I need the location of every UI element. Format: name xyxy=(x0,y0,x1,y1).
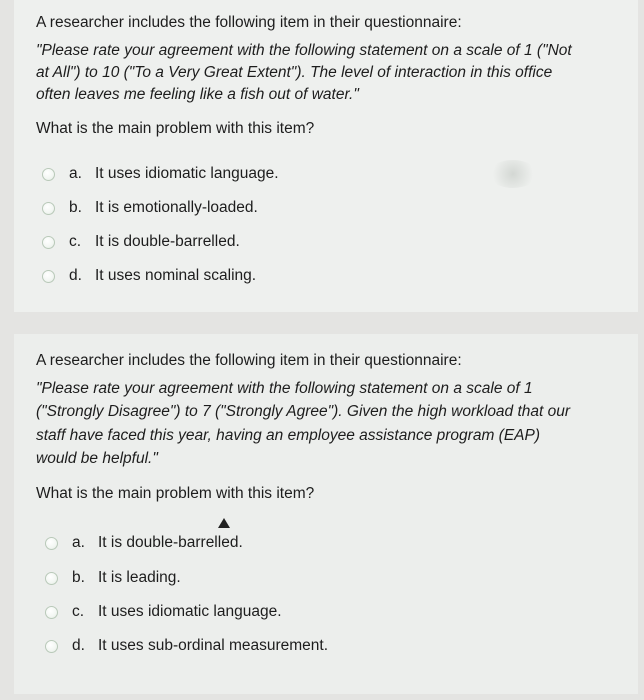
option-letter: c. xyxy=(69,233,82,250)
option-letter: a. xyxy=(69,165,82,182)
question-quote-line: "Please rate your agreement with the following statement on a scale of 1 ("Not xyxy=(36,42,572,59)
radio-circle-icon[interactable] xyxy=(45,640,58,653)
radio-circle-icon[interactable] xyxy=(42,168,55,181)
option-b[interactable] xyxy=(45,569,181,587)
option-text: It is double-barrelled. xyxy=(98,534,243,551)
radio-circle-icon[interactable] xyxy=(45,537,58,550)
question-quote-line: would be helpful." xyxy=(36,450,158,467)
question-quote-line: ("Strongly Disagree") to 7 ("Strongly Agree"). Given the high workload that our xyxy=(36,403,571,420)
option-a[interactable] xyxy=(42,165,279,183)
option-c[interactable] xyxy=(42,233,240,251)
screen-smudge xyxy=(488,160,538,188)
radio-circle-icon[interactable] xyxy=(42,236,55,249)
option-text: It uses idiomatic language. xyxy=(95,165,279,182)
option-text: It is double-barrelled. xyxy=(95,233,240,250)
option-c[interactable] xyxy=(45,603,282,621)
question-prompt: What is the main problem with this item? xyxy=(36,485,315,502)
option-text: It is emotionally-loaded. xyxy=(95,199,258,216)
question-quote-line: staff have faced this year, having an employee assistance program (EAP) xyxy=(36,427,541,444)
question-intro: A researcher includes the following item in their questionnaire: xyxy=(36,14,462,31)
option-letter: d. xyxy=(72,637,85,654)
question-intro: A researcher includes the following item in their questionnaire: xyxy=(36,352,462,369)
option-text: It uses idiomatic language. xyxy=(98,603,282,620)
option-a[interactable] xyxy=(45,534,243,552)
radio-circle-icon[interactable] xyxy=(45,606,58,619)
option-b[interactable] xyxy=(42,199,258,217)
mouse-pointer-icon xyxy=(218,518,230,528)
radio-circle-icon[interactable] xyxy=(42,202,55,215)
question-quote-line: at All") to 10 ("To a Very Great Extent"). The level of interaction in this office xyxy=(36,64,553,81)
radio-circle-icon[interactable] xyxy=(42,270,55,283)
question-card-2 xyxy=(14,334,638,694)
option-d[interactable] xyxy=(42,267,256,285)
option-letter: d. xyxy=(69,267,82,284)
option-text: It uses nominal scaling. xyxy=(95,267,257,284)
question-prompt: What is the main problem with this item? xyxy=(36,120,315,137)
option-letter: c. xyxy=(72,603,85,620)
question-quote-line: "Please rate your agreement with the following statement on a scale of 1 xyxy=(36,380,533,397)
radio-circle-icon[interactable] xyxy=(45,572,58,585)
option-text: It is leading. xyxy=(98,569,181,586)
option-letter: b. xyxy=(69,199,82,216)
option-text: It uses sub-ordinal measurement. xyxy=(98,637,329,654)
option-letter: b. xyxy=(72,569,85,586)
option-d[interactable] xyxy=(45,637,328,655)
question-quote-line: often leaves me feeling like a fish out of water." xyxy=(36,86,359,103)
option-letter: a. xyxy=(72,534,85,551)
question-card-1 xyxy=(14,0,638,312)
